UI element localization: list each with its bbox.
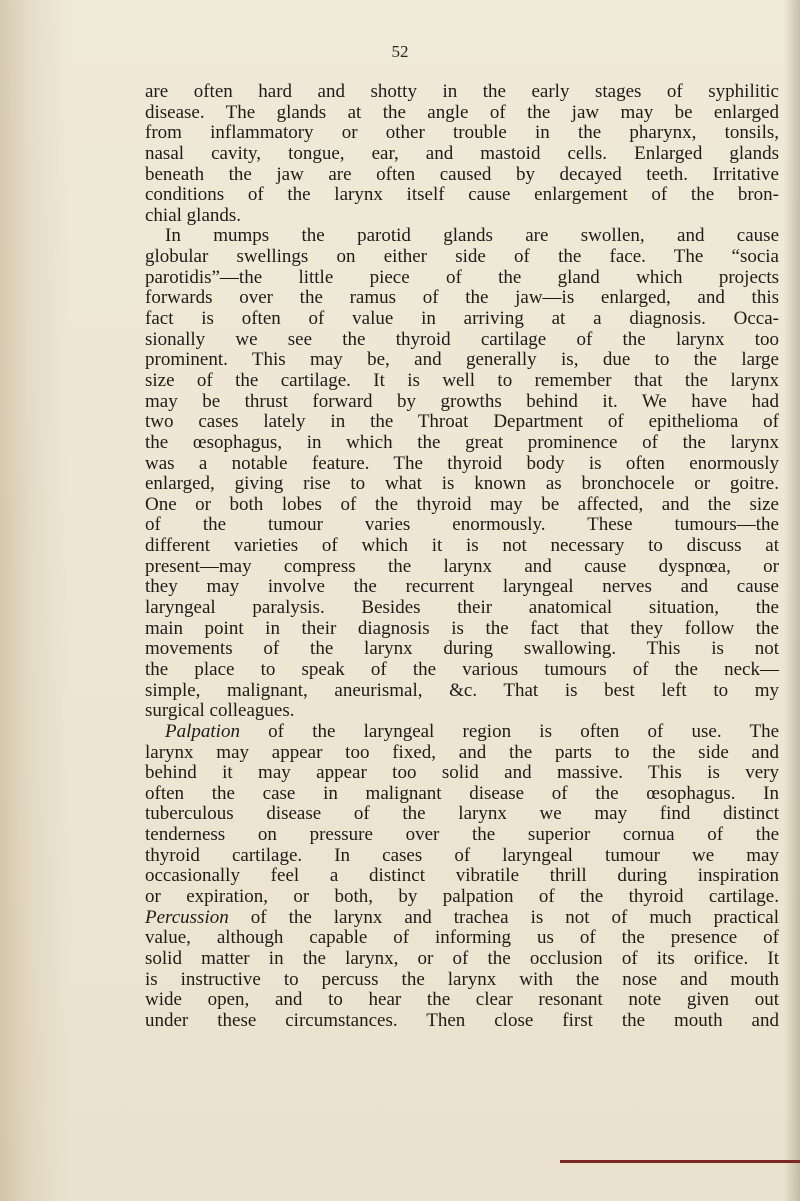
text-line: under these circumstances. Then close first the mouth and [145, 1009, 779, 1031]
paragraph-start-line: In mumps the parotid glands are swollen, and cause [165, 225, 779, 247]
text-line: laryngeal paralysis. Besides their anatomical situation, the [145, 597, 779, 619]
text-line: different varieties of which it is not necessary to discuss at [145, 535, 779, 557]
text-line-remainder: of the laryngeal region is often of use. The [239, 720, 779, 742]
text-line: globular swellings on either side of the face. The “socia [145, 246, 779, 268]
text-line: behind it may appear too solid and massive. This is very [145, 762, 779, 784]
text-line: is instructive to percuss the larynx with the nose and mouth [145, 968, 779, 990]
palpation-heading: Palpation [165, 720, 240, 742]
text-line: occasionally feel a distinct vibratile thrill during inspiration [145, 865, 779, 887]
text-line: movements of the larynx during swallowing. This is not [145, 638, 779, 660]
page-edge-shadow [784, 0, 800, 1201]
body-text [145, 82, 779, 1031]
text-line: value, although capable of informing us of the presence of [145, 927, 779, 949]
text-line: tuberculous disease of the larynx we may find distinct [145, 803, 779, 825]
text-line: beneath the jaw are often caused by decayed teeth. Irritative [145, 163, 779, 185]
text-line: present—may compress the larynx and cause dyspnœa, or [145, 555, 779, 577]
paragraph-start-line [145, 722, 779, 743]
text-line: solid matter in the larynx, or of the occlusion of its orifice. It [145, 947, 779, 969]
text-line: disease. The glands at the angle of the jaw may be enlarged [145, 101, 779, 123]
text-line: two cases lately in the Throat Department of epithelioma of [145, 411, 779, 433]
page-edge-red-rule [560, 1160, 800, 1163]
text-line [145, 908, 779, 929]
text-line: main point in their diagnosis is the fact that they follow the [145, 617, 779, 639]
text-line: wide open, and to hear the clear resonant note given out [145, 989, 779, 1011]
text-line: the œsophagus, in which the great prominence of the larynx [145, 431, 779, 453]
text-line: parotidis”—the little piece of the gland which projects [145, 266, 779, 288]
text-line: nasal cavity, tongue, ear, and mastoid cells. Enlarged glands [145, 142, 779, 164]
text-line: surgical colleagues. [145, 700, 295, 722]
text-line: are often hard and shotty in the early stages of syphilitic [145, 81, 779, 102]
text-line: sionally we see the thyroid cartilage of the larynx too [145, 328, 779, 350]
text-line-remainder: of the larynx and trachea is not of much practical [228, 906, 779, 928]
text-line: conditions of the larynx itself cause enlargement of the bron- [145, 184, 779, 206]
text-line: or expiration, or both, by palpation of the thyroid cartilage. [145, 885, 779, 907]
text-line: simple, malignant, aneurismal, &c. That is best left to my [145, 679, 779, 701]
page-number: 52 [391, 42, 409, 61]
text-line: may be thrust forward by growths behind it. We have had [145, 390, 779, 412]
text-line: the place to speak of the various tumours of the neck— [145, 658, 779, 680]
percussion-heading: Percussion [145, 906, 229, 928]
text-line: chial glands. [145, 204, 242, 226]
text-line: size of the cartilage. It is well to remember that the larynx [145, 369, 779, 391]
text-line: was a notable feature. The thyroid body is often enormously [145, 452, 779, 474]
text-line: fact is often of value in arriving at a diagnosis. Occa- [145, 308, 779, 330]
text-line: enlarged, giving rise to what is known as bronchocele or goitre. [145, 473, 779, 495]
text-line: forwards over the ramus of the jaw—is enlarged, and this [145, 287, 779, 309]
text-line: they may involve the recurrent laryngeal nerves and cause [145, 576, 779, 598]
text-line: larynx may appear too fixed, and the parts to the side and [145, 741, 779, 763]
text-line: prominent. This may be, and generally is, due to the large [145, 349, 779, 371]
text-line: thyroid cartilage. In cases of laryngeal tumour we may [145, 844, 779, 866]
text-line: One or both lobes of the thyroid may be affected, and the size [145, 493, 779, 515]
text-line: tenderness on pressure over the superior cornua of the [145, 824, 779, 846]
text-line: of the tumour varies enormously. These tumours—the [145, 514, 779, 536]
text-line: from inflammatory or other trouble in the pharynx, tonsils, [145, 122, 779, 144]
text-line: often the case in malignant disease of the œsophagus. In [145, 782, 779, 804]
